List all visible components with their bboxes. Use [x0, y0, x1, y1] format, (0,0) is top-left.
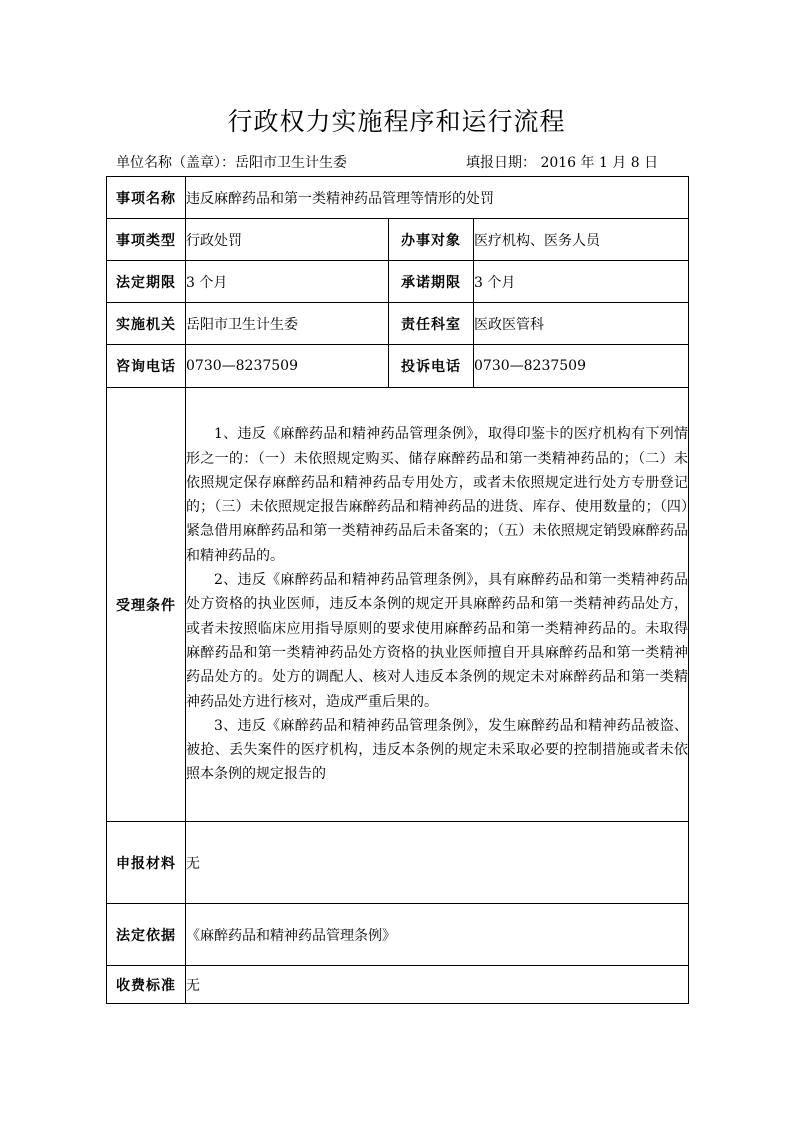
department-value: 医政医管科	[474, 303, 689, 345]
department-label: 责任科室	[389, 303, 474, 345]
item-name-label: 事项名称	[107, 177, 186, 219]
info-table	[106, 176, 689, 1004]
row-materials	[107, 822, 689, 904]
condition-paragraph-3: 3、违反《麻醉药品和精神药品管理条例》，发生麻醉药品和精神药品被盗、被抢、丢失案件的医疗机构，违反本条例的规定未采取必要的控制措施或者未依照本条例的规定报告的	[186, 717, 688, 783]
complaint-phone-label: 投诉电话	[389, 345, 474, 388]
condition-paragraph-1: 1、违反《麻醉药品和精神药品管理条例》，取得印鉴卡的医疗机构有下列情形之一的：（一）未依照规定购买、储存麻醉药品和第一类精神药品的；（二）未依照规定保存麻醉药品和精神药品专用处方，或者未依照规定进行处方专册登记的；（三）未依照规定报告麻醉药品和精神药品的进货、库存、使用数量的；（四）紧急借用麻醉药品和第一类精神药品后未备案的；（五）未依照规定销毁麻醉药品和精神药品的。	[186, 426, 688, 564]
row-item-type	[107, 219, 689, 261]
row-legal-basis	[107, 904, 689, 966]
row-deadline	[107, 261, 689, 303]
row-item-name	[107, 177, 689, 219]
row-fee	[107, 966, 689, 1004]
legal-deadline-label: 法定期限	[107, 261, 186, 303]
legal-basis-label: 法定依据	[107, 904, 186, 966]
promised-deadline-label: 承诺期限	[389, 261, 474, 303]
target-value: 医疗机构、医务人员	[474, 219, 689, 261]
consult-phone-label: 咨询电话	[107, 345, 186, 388]
row-phone	[107, 345, 689, 388]
target-label: 办事对象	[389, 219, 474, 261]
item-type-value: 行政处罚	[186, 219, 389, 261]
page-title: 行政权力实施程序和运行流程	[227, 107, 566, 136]
promised-deadline-value: 3 个月	[474, 261, 689, 303]
legal-basis-value: 《麻醉药品和精神药品管理条例》	[186, 904, 689, 966]
condition-paragraph-2: 2、违反《麻醉药品和精神药品管理条例》，具有麻醉药品和第一类精神药品处方资格的执业医师，违反本条例的规定开具麻醉药品和第一类精神药品处方，或者未按照临床应用指导原则的要求使用麻醉药品和第一类精神药品的。未取得麻醉药品和第一类精神药品处方资格的执业医师擅自开具麻醉药品和第一类精神药品处方的。处方的调配人、核对人违反本条例的规定未对麻醉药品和第一类精神药品处方进行核对，造成严重后果的。	[186, 572, 688, 710]
complaint-phone-value: 0730—8237509	[474, 345, 689, 388]
conditions-label: 受理条件	[107, 388, 186, 822]
fee-label: 收费标准	[107, 966, 186, 1004]
materials-label: 申报材料	[107, 822, 186, 904]
agency-label: 实施机关	[107, 303, 186, 345]
conditions-content	[186, 388, 689, 822]
materials-value: 无	[186, 822, 689, 904]
consult-phone-value: 0730—8237509	[186, 345, 389, 388]
item-type-label: 事项类型	[107, 219, 186, 261]
legal-deadline-value: 3 个月	[186, 261, 389, 303]
row-conditions	[107, 388, 689, 822]
agency-value: 岳阳市卫生计生委	[186, 303, 389, 345]
row-agency	[107, 303, 689, 345]
fee-value: 无	[186, 966, 689, 1004]
unit-name: 单位名称（盖章）：岳阳市卫生计生委	[116, 155, 347, 171]
item-name-value: 违反麻醉药品和第一类精神药品管理等情形的处罚	[186, 177, 689, 219]
fill-date: 填报日期： 2016 年 1 月 8 日	[466, 155, 659, 171]
